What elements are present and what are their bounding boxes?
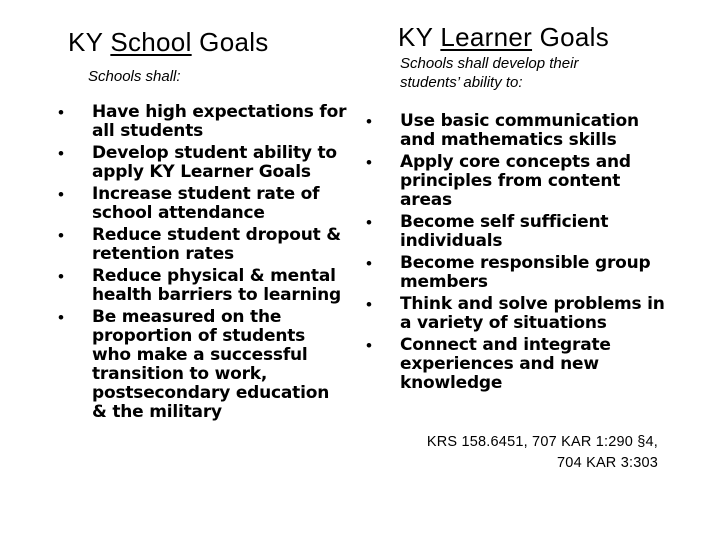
school-goal-item <box>58 226 354 264</box>
learner-title-prefix: KY <box>398 22 441 52</box>
school-title-suffix: Goals <box>191 27 269 57</box>
learner-goal-text: Use basic communication and mathematics skills <box>400 111 639 150</box>
bullet-icon: • <box>366 336 372 355</box>
bullet-icon: • <box>366 295 372 314</box>
school-goal-text: Reduce physical & mental health barriers to learning <box>92 266 342 305</box>
citation <box>427 432 658 474</box>
school-title-prefix: KY <box>68 27 111 57</box>
learner-goals-title <box>398 22 609 53</box>
bullet-icon: • <box>366 254 372 273</box>
school-goal-text: Have high expectations for all students <box>92 102 347 141</box>
learner-goal-item <box>366 112 666 150</box>
bullet-icon: • <box>58 308 64 327</box>
school-title-emphasis: School <box>110 27 192 57</box>
learner-goal-item <box>366 254 666 292</box>
learner-goal-text: Become self sufficient individuals <box>400 212 609 251</box>
school-goal-text: Increase student rate of school attendance <box>92 184 320 223</box>
learner-title-suffix: Goals <box>532 22 610 52</box>
learner-title-emphasis: Learner <box>440 22 533 52</box>
school-goal-item <box>58 185 354 223</box>
bullet-icon: • <box>58 267 64 286</box>
school-goal-item <box>58 267 354 305</box>
bullet-icon: • <box>366 112 372 131</box>
school-goal-item <box>58 144 354 182</box>
bullet-icon: • <box>58 185 64 204</box>
bullet-icon: • <box>366 153 372 172</box>
school-goal-item <box>58 103 354 141</box>
bullet-icon: • <box>366 213 372 232</box>
school-goal-text: Reduce student dropout & retention rates <box>92 225 341 264</box>
bullet-icon: • <box>58 144 64 163</box>
school-goals-subtitle: Schools shall: <box>88 68 181 85</box>
school-goal-item <box>58 308 354 422</box>
learner-goals-list <box>366 112 666 396</box>
learner-goal-text: Think and solve problems in a variety of situations <box>400 294 665 333</box>
learner-goal-item <box>366 295 666 333</box>
school-goals-list <box>58 103 354 425</box>
citation-line-2: 704 KAR 3:303 <box>557 455 658 471</box>
learner-goal-text: Apply core concepts and principles from content areas <box>400 152 631 210</box>
school-goals-title <box>68 27 269 58</box>
school-goal-text: Be measured on the proportion of students who make a successful transition to work, postsecondary education & the military <box>92 307 330 422</box>
learner-goal-item <box>366 213 666 251</box>
learner-goal-item <box>366 336 666 393</box>
learner-goal-text: Connect and integrate experiences and new knowledge <box>400 335 611 393</box>
school-goal-text: Develop student ability to apply KY Learner Goals <box>92 143 337 182</box>
learner-goal-text: Become responsible group members <box>400 253 651 292</box>
bullet-icon: • <box>58 103 64 122</box>
citation-line-1: KRS 158.6451, 707 KAR 1:290 §4, <box>426 434 658 450</box>
learner-goal-item <box>366 153 666 210</box>
bullet-icon: • <box>58 226 64 245</box>
learner-goals-subtitle: Schools shall develop their students’ ability to: <box>400 55 579 91</box>
